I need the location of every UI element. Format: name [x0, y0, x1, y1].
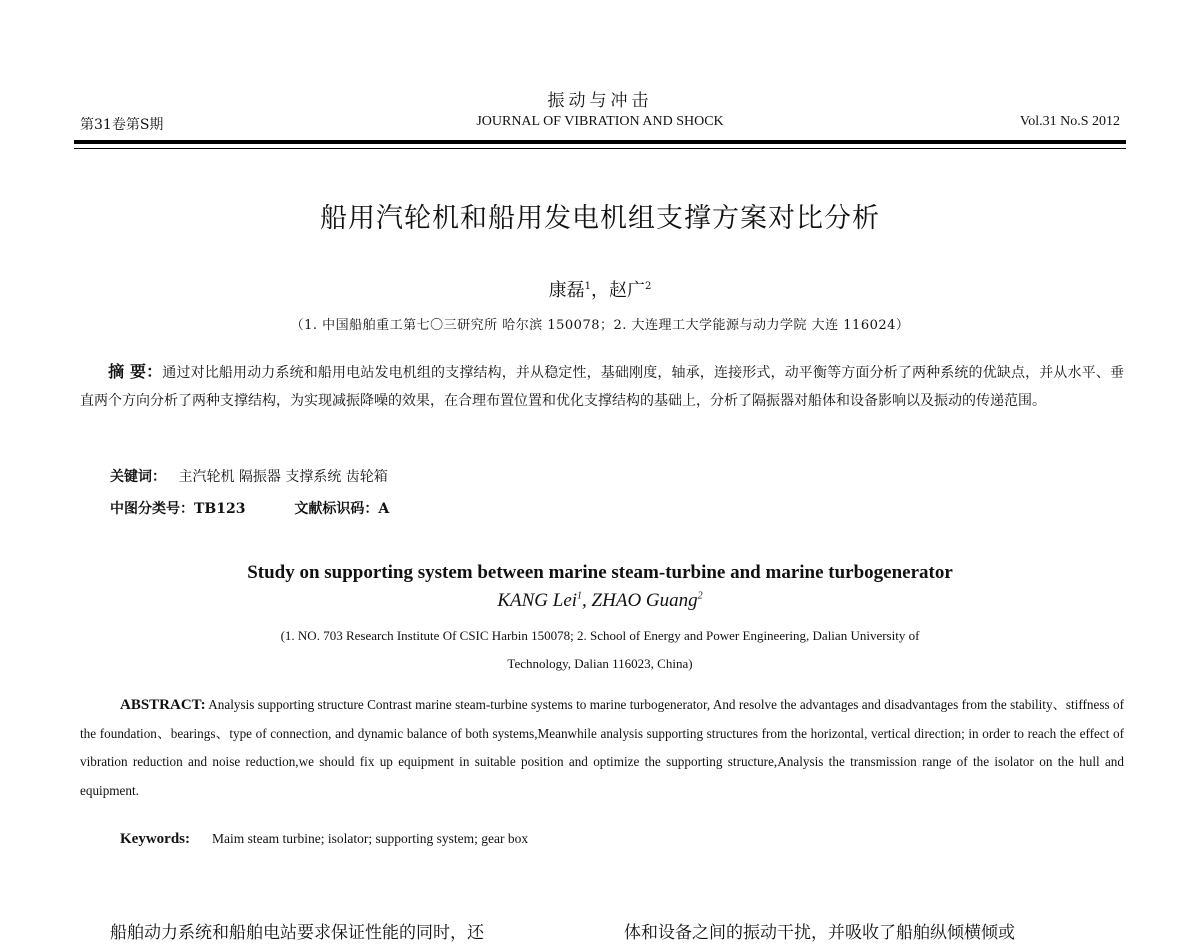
author-2-cn: 赵广 [609, 280, 645, 301]
volume-en: Vol.31 No.S 2012 [1019, 114, 1120, 129]
paper-title-cn: 船用汽轮机和船用发电机组支撑方案对比分析 [320, 203, 880, 234]
keywords-cn-label: 关键词： [110, 469, 166, 485]
keywords-en [120, 831, 528, 848]
journal-title-en: JOURNAL OF VIBRATION AND SHOCK [476, 114, 724, 129]
clc-label: 中图分类号： [110, 501, 194, 517]
keywords-en-text: Maim steam turbine; isolator; supporting system; gear box [212, 831, 529, 846]
author-1-en: KANG Lei [497, 590, 578, 611]
keywords-cn [110, 466, 388, 486]
body-text-right: 体和设备之间的振动干扰，并吸收了船舶纵倾横倾或 [624, 923, 1015, 943]
author-1-sup-en: 1 [577, 590, 583, 602]
clc-value: TB123 [194, 501, 246, 517]
doc-code-label: 文献标识码： [294, 501, 379, 517]
abstract-cn-text: 通过对比船用动力系统和船用电站发电机组的支撑结构，并从稳定性，基础刚度，轴承，连接形式，动平衡等方面分析了两种系统的优缺点，并从水平、垂直两个方向分析了两种支撑结构，为实现减振降噪的效果，在合理布置位置和优化支撑结构的基础上，分析了隔振器对船体和设备影响以及振动的传递范围。 [80, 365, 1124, 409]
classification [110, 498, 389, 518]
affiliation-cn: （1. 中国船舶重工第七〇三研究所 哈尔滨 150078；2. 大连理工大学能源与动力学院 大连 116024） [290, 318, 910, 333]
journal-title-cn: 振动与冲击 [547, 91, 653, 111]
abstract-en-label: ABSTRACT: [120, 697, 206, 713]
author-2-sup-en: 2 [697, 590, 703, 602]
abstract-en [80, 691, 1124, 805]
author-1-cn: 康磊 [548, 280, 585, 301]
affiliation-en-line2: Technology, Dalian 116023, China) [507, 656, 693, 671]
authors-en [0, 590, 1200, 612]
keywords-en-label: Keywords: [120, 831, 190, 847]
author-sep-en: , [582, 590, 592, 611]
author-sep-cn: ， [591, 280, 609, 301]
abstract-cn-label: 摘 要： [108, 362, 163, 381]
author-2-en: ZHAO Guang [591, 590, 698, 611]
paper-title-en: Study on supporting system between marine steam-turbine and marine turbogenerator [247, 562, 953, 583]
body-text-left: 船舶动力系统和船舶电站要求保证性能的同时，还 [110, 923, 484, 943]
header-rule-thick [74, 140, 1126, 144]
header-rule-thin [74, 148, 1126, 149]
keywords-cn-text: 主汽轮机 隔振器 支撑系统 齿轮箱 [178, 469, 388, 485]
doc-code-value: A [378, 501, 390, 517]
abstract-cn [80, 358, 1124, 415]
abstract-en-text: Analysis supporting structure Contrast marine steam-turbine systems to marine turbogenerator, And resolve the advantages and disadvantages from the stability、stiffness of the foundation、bearings、type of connection, and dynamic balance of both systems,Meanwhile analysis supporting structures from the horizontal, vertical direction; in order to reach the effect of vibration reduction and noise reduction,we should fix up equipment in suitable position and optimize the supporting structure,Analysis the transmission range of the isolator on the hull and equipment. [80, 697, 1124, 798]
author-2-sup-cn: 2 [645, 281, 652, 292]
volume-cn: 第31卷第S期 [80, 117, 164, 133]
authors-cn [0, 276, 1200, 302]
affiliation-en-line1: (1. NO. 703 Research Institute Of CSIC Harbin 150078; 2. School of Energy and Power Engineering, Dalian University of [280, 628, 920, 643]
author-1-sup-cn: 1 [584, 281, 591, 292]
